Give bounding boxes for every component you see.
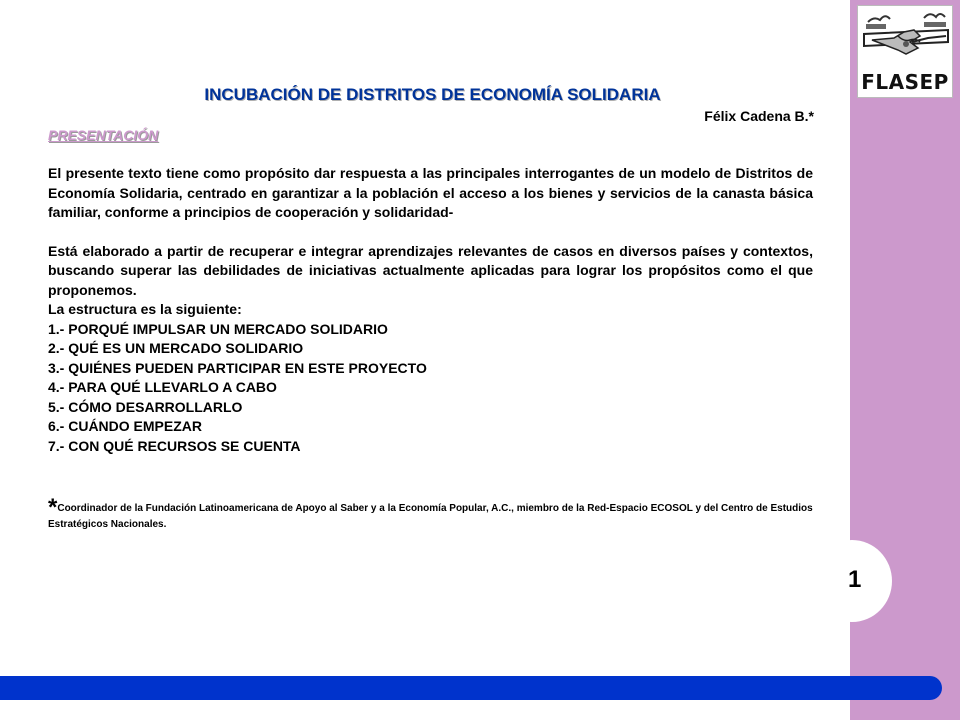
logo-text: FLASEP xyxy=(861,70,949,94)
footnote-text: Coordinador de la Fundación Latinoamericana de Apoyo al Saber y a la Economía Popular, A.C., miembro de la Red-Espacio ECOSOL y del Centro de Estudios Estratégicos Nacionales. xyxy=(48,503,813,530)
list-item: 1.- PORQUÉ IMPULSAR UN MERCADO SOLIDARIO xyxy=(48,320,388,337)
bottom-bar xyxy=(0,676,942,700)
structure-list xyxy=(48,320,813,457)
section-heading: PRESENTACIÓN xyxy=(48,127,159,143)
list-item: 3.- QUIÉNES PUEDEN PARTICIPAR EN ESTE PROYECTO xyxy=(48,359,427,376)
list-item: 6.- CUÁNDO EMPEZAR xyxy=(48,418,203,434)
list-item: 5.- CÓMO DESARROLLARLO xyxy=(48,398,243,415)
flasep-logo xyxy=(857,5,953,98)
document-title: INCUBACIÓN DE DISTRITOS DE ECONOMÍA SOLIDARIA xyxy=(204,85,661,104)
footnote-marker: * xyxy=(48,494,58,521)
structure-intro: La estructura es la siguiente: xyxy=(48,301,242,317)
paragraph: Está elaborado a partir de recuperar e integrar aprendizajes relevantes de casos en diversos países y contextos, buscando superar las debilidades de iniciativas actualmente aplicadas para lograr los propósitos como el que proponemos. xyxy=(48,242,813,298)
footnote xyxy=(48,494,818,533)
list-item: 4.- PARA QUÉ LLEVARLO A CABO xyxy=(48,379,277,395)
handshake-icon xyxy=(858,6,954,68)
list-item: 7.- CON QUÉ RECURSOS SE CUENTA xyxy=(48,437,301,454)
paragraph: El presente texto tiene como propósito dar respuesta a las principales interrogantes de un modelo de Distritos de Economía Solidaria, centrado en garantizar a la población el acceso a los bienes y servicios de la canasta básica familiar, conforme a principios de cooperación y solidaridad- xyxy=(48,165,813,220)
page-number: 1 xyxy=(848,566,862,593)
document-body xyxy=(48,164,813,456)
author-name: Félix Cadena B.* xyxy=(704,108,814,124)
list-item: 2.- QUÉ ES UN MERCADO SOLIDARIO xyxy=(48,340,304,356)
